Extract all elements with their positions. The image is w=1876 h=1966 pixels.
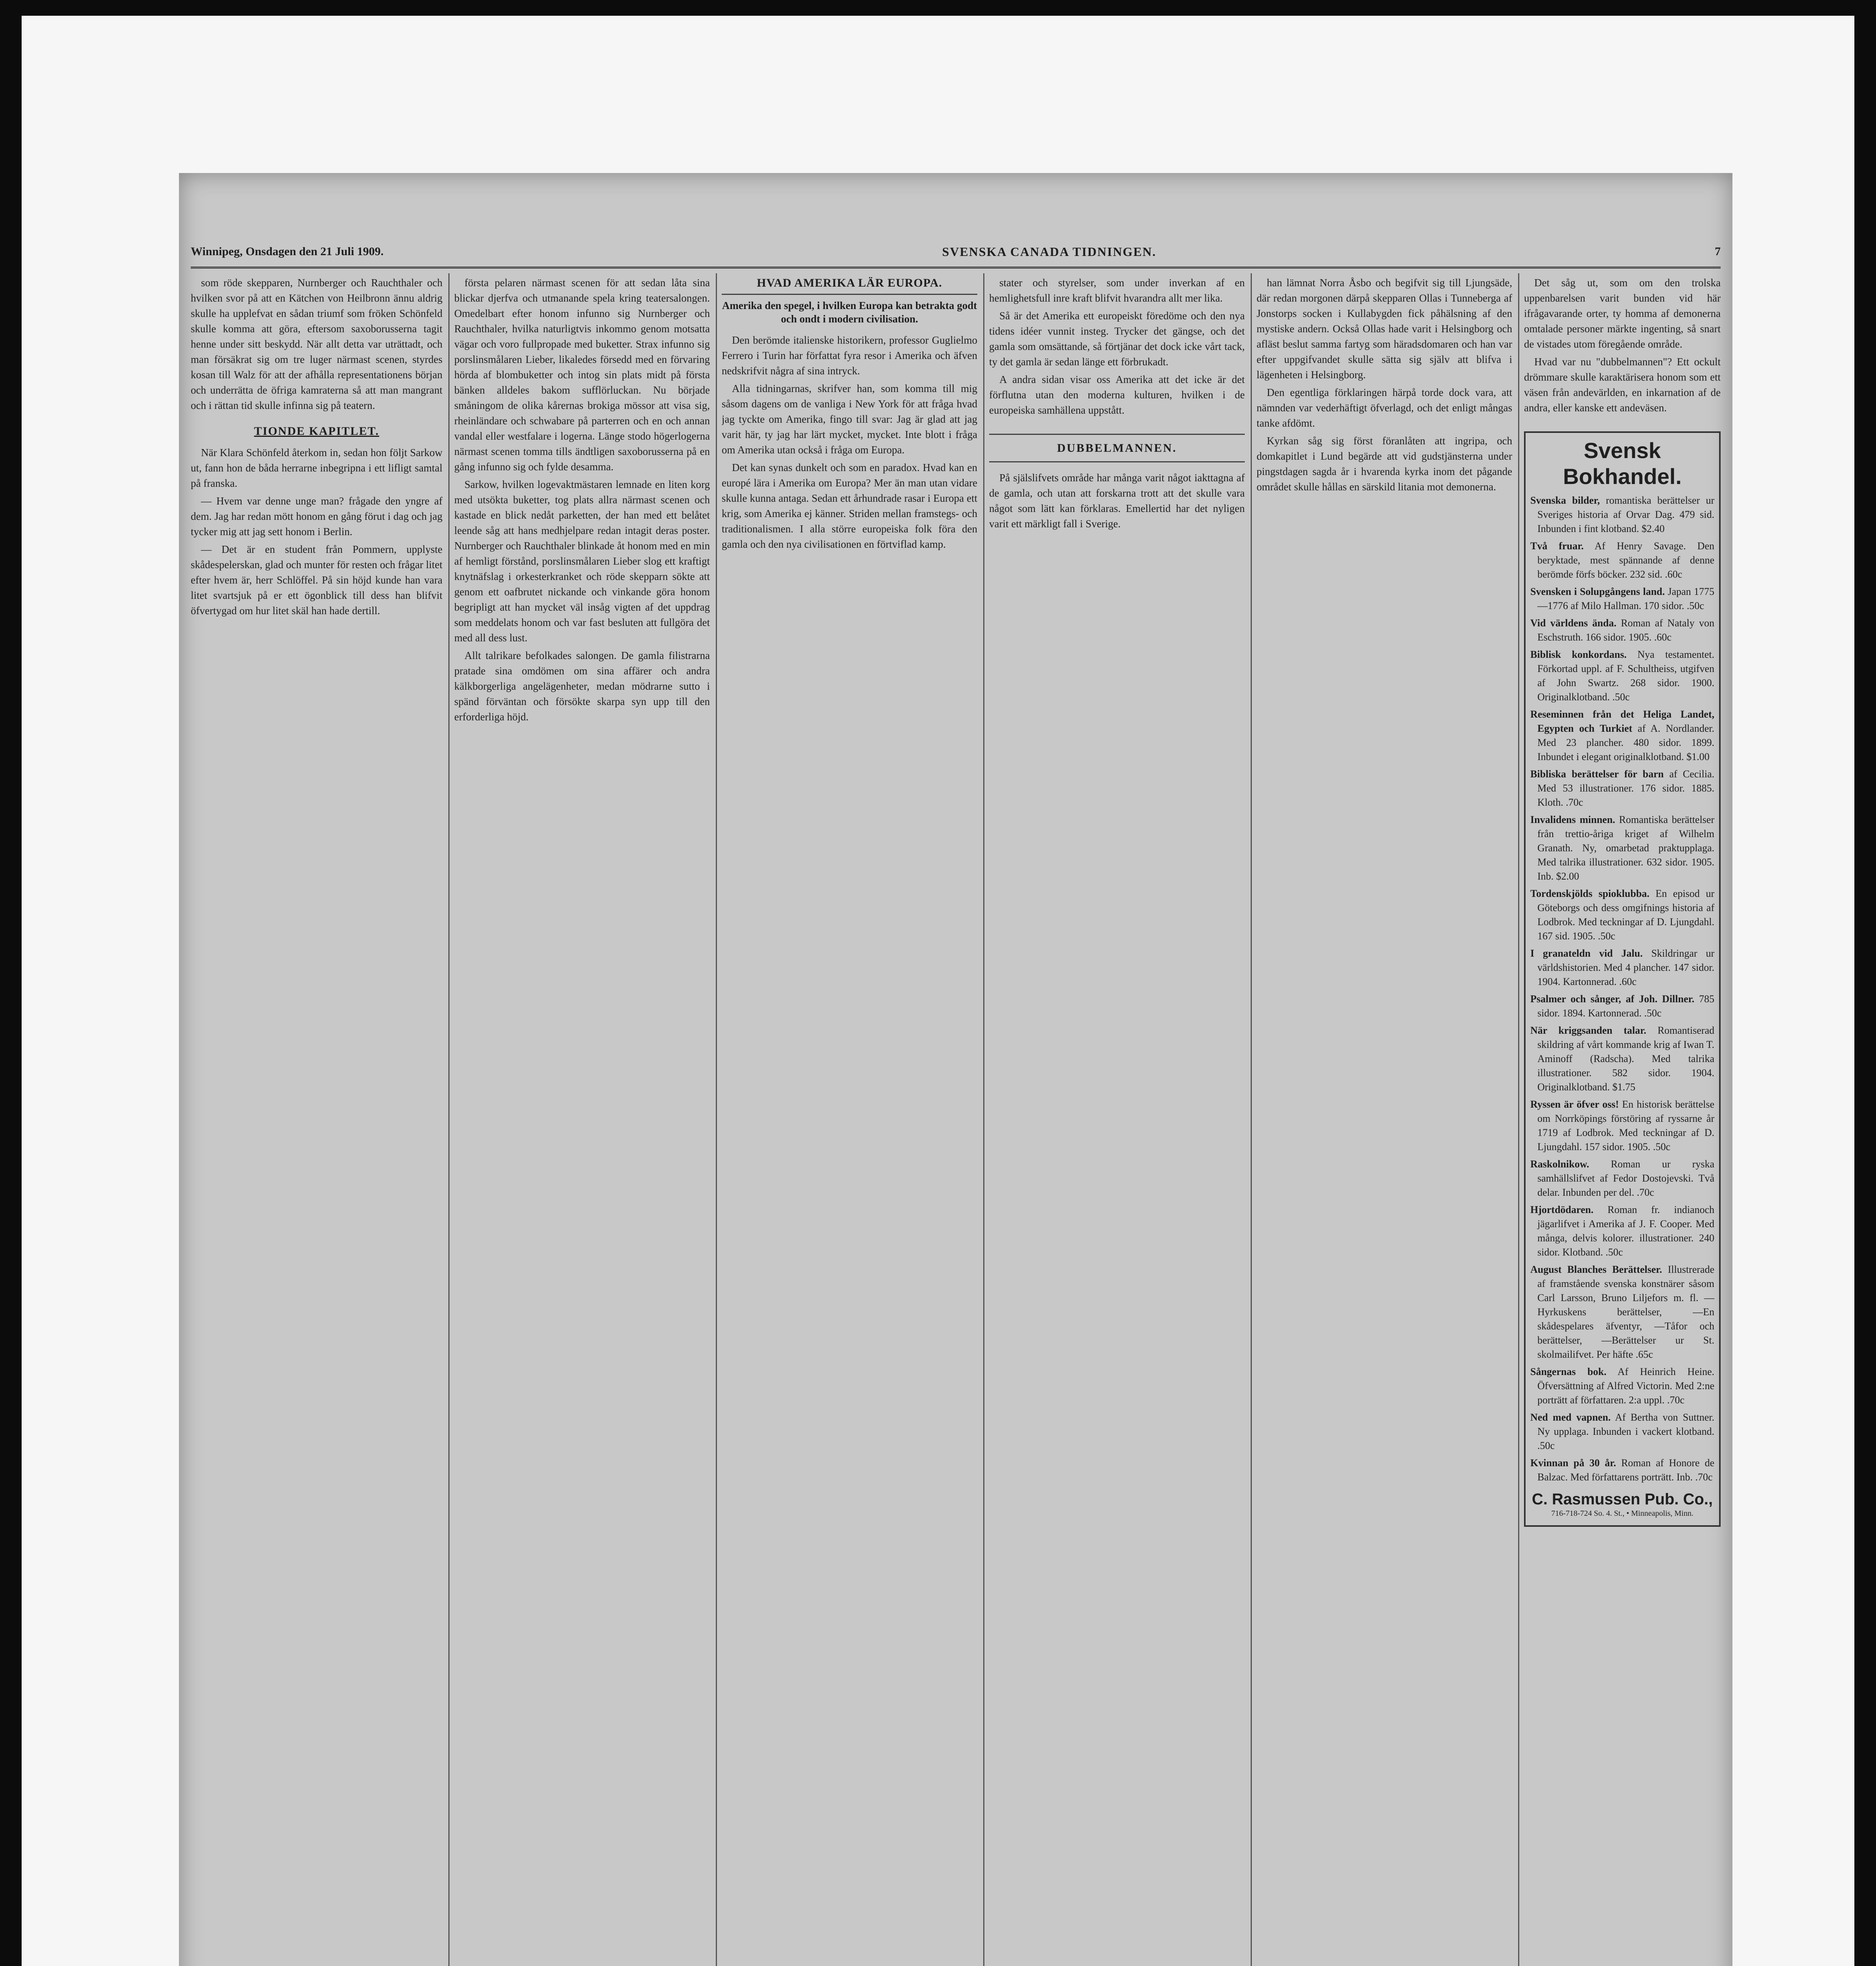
ad-item-desc: Roman ur ryska samhällslifvet af Fedor Dostojevski. Två delar. Inbunden per del. (1537, 1158, 1714, 1198)
ad-item (1530, 887, 1714, 943)
ad-item-name: Svensken i Solupgångens land. (1530, 586, 1665, 597)
ad-item-desc: Af Heinrich Heine. Öfversättning af Alfred Victorin. Med 2:ne porträtt af författaren. 2:a uppl. (1537, 1366, 1714, 1406)
ad-item-desc: Illustrerade af framstående svenska konstnärer såsom Carl Larsson, Bruno Liljefors m. fl. —Hyrkuskens berättelser, —En skådespelares äfventyr, —Tåfor och berättelser, —Berättelser ur St. skolmailifvet. Per häfte (1537, 1264, 1714, 1360)
ad-publisher: C. Rasmussen Pub. Co., (1531, 1491, 1713, 1508)
ad-item-price: .50c (1598, 930, 1615, 942)
column-1-paragraph: När Klara Schönfeld återkom in, sedan hon följt Sarkow ut, fann hon de båda herrarne inbegripna i ett lifligt samtal på franska. (191, 447, 442, 489)
column-2-paragraph: första pelaren närmast scenen för att sedan låta sina blickar djerfva och utmanande spela kring teatersalongen. Omedelbart efter honom infunno sig Nurnberger och Rauchthaler, hvilka naturligtvis inkommo genom motsatta vägar och voro fullpropade med buketter. Strax infunno sig porslinsmålaren Lieber, likaledes försedd med en förvaring hörda af blombuketter och intog sin plats midt på första bänken alldeles bakom sufflörluckan. Nu började småningom de olika kårernas brokiga mössor att visa sig, rheinländare och schwabare på parterren och en och annan vandal eller westfalare i logerna. Länge stodo högerlogerna närmast scenen tomma tills ändtligen saxoborusserna på en gång infunno sig och fylde desamma. (454, 277, 710, 473)
column-3 (722, 275, 977, 1966)
column-2-paragraph: Sarkow, hvilken logevaktmästaren lemnade en liten korg med utsökta buketter, tog plats allra närmast scenen och kastade en blick nedåt parketten, der han med ett belåtet leende såg att hans medhjelpare redan intagit deras poster. Nurnberger och Rauchthaler blinkade åt honom med en min af hemligt förstånd, porslinsmålaren Lieber slog ett kraftigt knytnäfslag i orkesterkranket och röde skepparn sökte att genom ett oafbrutet nickande och vinkande göra honom begripligt att han mycket väl insåg vigten af det uppdrag som meddelats honom och var fast besluten att fullgöra det med all dess lust. (454, 479, 710, 644)
ad-item-desc: Af Bertha von Suttner. Ny upplaga. Inbunden i vackert klotband. (1537, 1412, 1714, 1437)
ad-item-name: Raskolnikow. (1530, 1158, 1589, 1170)
ad-item-name: Vid världens ända. (1530, 617, 1616, 629)
ad-item-price: .50c (1653, 1141, 1670, 1152)
ad-item-name: Ned med vapnen. (1530, 1412, 1611, 1423)
ad-item-desc: En episod ur Göteborgs och dess omgifnings historia af Lodbrok. Med teckningar af D. Ljungdahl. 167 sid. 1905. (1537, 888, 1715, 942)
ad-item (1530, 992, 1714, 1020)
paper-name: SVENSKA CANADA TIDNINGEN. (942, 244, 1157, 259)
ad-item-desc: Skildringar ur världshistorien. Med 4 plancher. 147 sidor. 1904. Kartonnerad. (1537, 948, 1715, 987)
column-5-paragraph: Den egentliga förklaringen härpå torde dock vara, att nämnden var vederhäftigt öfverlagd, och det enligt mångas tanke afdömt. (1257, 387, 1512, 429)
bookstore-advertisement (1524, 431, 1721, 1527)
column-1-paragraph: — Det är en student från Pommern, upplyste skådespelerskan, glad och munter för resten och frågar litet efter hvem är, herr Schlöffel. På sin höjd kunde han vara litet svartsjuk på er ett ögonblick till dess han blifvit öfvertygad om hur litet skäl han hade dertill. (191, 543, 442, 617)
ad-item (1530, 1263, 1714, 1362)
ad-address: 716-718-724 So. 4. St., • Minneapolis, Minn. (1551, 1509, 1694, 1518)
ad-item (1530, 707, 1714, 764)
ad-item-name: August Blanches Berättelser. (1530, 1264, 1662, 1275)
column-divider (1251, 273, 1252, 1966)
column-divider (448, 273, 450, 1966)
column-4-paragraph: På själslifvets område har många varit något iakttagna af de gamla, och utan att forskarna trott att det skulle vara något som lätt kan förklaras. Emellertid har det nyligen varit ett märkligt fall i Sverige. (989, 472, 1245, 530)
article-title: HVAD AMERIKA LÄR EUROPA. (722, 275, 977, 295)
column-6-paragraph: Det såg ut, som om den trolska uppenbarelsen varit bunden vid här ifrågavarande orter, ty homma af demonerna omtalade personer märkte ingenting, så snart de vistades utom föregående område. (1524, 277, 1721, 350)
ad-item (1530, 1097, 1714, 1154)
ad-item-name: När kriggsanden talar. (1530, 1025, 1646, 1036)
column-6-paragraph: Hvad var nu "dubbelmannen"? Ett ockult drömmare skulle karaktärisera honom som ett väsen från andevärlden, en inkarnation af de andra, eller kanske ett andeväsen. (1524, 356, 1721, 414)
ad-item-name: Sångernas bok. (1530, 1366, 1607, 1377)
ad-item-name: Ryssen är öfver oss! (1530, 1099, 1619, 1110)
ad-item-desc: romantiska berättelser ur Sveriges historia af Orvar Dag. 479 sid. Inbunden i fint klotband. (1537, 495, 1714, 534)
ad-item-name: Biblisk konkordans. (1530, 649, 1627, 660)
ad-item-price: .60c (1619, 976, 1636, 987)
ad-item-desc: 785 sidor. 1894. Kartonnerad. (1537, 993, 1715, 1019)
ad-item (1530, 616, 1714, 644)
ad-item-name: Invalidens minnen. (1530, 814, 1615, 825)
ad-item-name: Tordenskjölds spioklubba. (1530, 888, 1649, 899)
ad-item-price: $1.75 (1612, 1081, 1636, 1093)
column-4-paragraph: stater och styrelser, som under inverkan af en hemlighetsfull inre kraft blifvit hvarandra allt mer lika. (989, 277, 1245, 304)
ad-item-price: .50c (1537, 1440, 1555, 1451)
ad-item (1530, 813, 1714, 884)
ad-item-name: Reseminnen från det Heliga Landet, Egypten och Turkiet (1530, 709, 1714, 734)
ad-item (1530, 1365, 1714, 1407)
ad-item (1530, 539, 1714, 582)
ad-item (1530, 648, 1714, 704)
ad-item-price: $2.00 (1556, 871, 1579, 882)
ad-item-desc: af Cecilia. Med 53 illustrationer. 176 sidor. 1885. Kloth. (1537, 768, 1714, 808)
ad-item-price: $2.40 (1642, 523, 1665, 534)
ad-item-price: .70c (1566, 797, 1583, 808)
date-line: Winnipeg, Onsdagen den 21 Juli 1909. (191, 245, 384, 258)
column-divider (983, 273, 984, 1966)
article-title-dubbelmannen: DUBBELMANNEN. (989, 434, 1245, 462)
ad-item-price: .50c (1686, 600, 1704, 611)
newspaper-page (179, 173, 1732, 1966)
ad-item-name: Svenska bilder, (1530, 495, 1600, 506)
column-5 (1257, 275, 1512, 1966)
article-deck: Amerika den spegel, i hvilken Europa kan betrakta godt och ondt i modern civilisation. (722, 300, 977, 325)
ad-item-desc: Roman fr. indianoch jägarlifvet i Amerika af J. F. Cooper. Med många, delvis kolorer. illustrationer. 240 sidor. Klotband. (1537, 1204, 1715, 1258)
ad-item (1530, 1410, 1714, 1453)
ad-item-price: .60c (1654, 631, 1671, 643)
column-divider (716, 273, 717, 1966)
ad-item (1530, 493, 1714, 536)
column-1-paragraph: — Hvem var denne unge man? frågade den yngre af dem. Jag har redan mött honom en gång förut i dag och jag tycker mig att jag sett honom i Berlin. (191, 495, 442, 538)
ad-item (1530, 767, 1714, 810)
ad-item-desc: Romantiska berättelser från trettio-åriga kriget af Wilhelm Granath. Ny, omarbetad praktupplaga. Med talrika illustrationer. 632 sidor. 1905. Inb. (1537, 814, 1715, 882)
ad-item-name: I granateldn vid Jalu. (1530, 948, 1643, 959)
ad-item (1530, 1456, 1714, 1484)
ad-item (1530, 1023, 1714, 1094)
ad-item-desc: af A. Nordlander. Med 23 plancher. 480 sidor. 1899. Inbundet i elegant originalklotband. (1537, 723, 1714, 762)
ad-item-price: .60c (1665, 569, 1683, 580)
column-4-paragraph: Så är det Amerika ett europeiskt föredöme och den nya tidens idéer vunnit insteg. Trycker det gängse, och det gamla som omsättande, så förtjänar det dock icke vårt tack, ty det gamla är sedan länge ett förbrukadt. (989, 310, 1245, 368)
ad-item-desc: Roman af Nataly von Eschstruth. 166 sidor. 1905. (1537, 617, 1714, 643)
ad-item-name: Hjortdödaren. (1530, 1204, 1594, 1215)
ad-item-price: $1.00 (1686, 751, 1710, 762)
ad-item (1530, 946, 1714, 989)
column-5-paragraph: Kyrkan såg sig först föranlåten att ingripa, och domkapitlet i Lund begärde att vid gudstjänsterna under pingstdagen sagda år i hvarenda kyrka inom det pågande området skulle hållas en särskild litania mot demonerna. (1257, 435, 1512, 493)
column-5-paragraph: han lämnat Norra Åsbo och begifvit sig till Ljungsäde, där redan morgonen därpå skepparen Ollas i Tunneberga af Jonstorps socken i Kullabygden fick påhälsning af den mystiske andern. Också Ollas hade varit i Helsingborg och afläst beslut samma fartyg som häradsdomaren och han var efter uppgifvandet skulle sätta sig själv att blifva i lägenheten i Helsingborg. (1257, 277, 1512, 381)
ad-item-desc: Af Henry Savage. Den beryktade, mest spännande af denne berömde förfs böcker. 232 sid. (1537, 540, 1714, 580)
ad-item-price: .50c (1605, 1246, 1623, 1258)
ad-item-desc: En historisk berättelse om Norrköpings förstöring af ryssarne år 1719 af Lodbrok. Med teckningar af D. Ljungdahl. 157 sidor. 1905. (1537, 1099, 1714, 1152)
ad-item-desc: Roman af Honore de Balzac. Med författarens porträtt. Inb. (1537, 1457, 1714, 1483)
column-3-paragraph: Alla tidningarnas, skrifver han, som komma till mig såsom dagens om de vanliga i New York för att fråga hvad jag tyckte om Amerika, fingo till svar: Jag är glad att jag varit här, ty jag har lärt mycket, mycket. Inte blott i fråga om Amerika utan också i fråga om Europa. (722, 383, 977, 456)
column-1-paragraph: som röde skepparen, Nurnberger och Rauchthaler och hvilken svor på att en Kätchen von Heilbronn ännu aldrig skulle ha upplefvat en sådan triumf som fröken Schönfeld skulle komma att göra, eftersom saxoborusserna tagit henne under sitt beskydd. När allt detta var uträttadt, och man försäkrat sig om tre luger närmast scenen, styrdes kosan till Walz för att der afhålla representationens början och underrätta de öfriga kamraterna så att man mangrant och i rättan tid skulle infinna sig på teatern. (191, 277, 442, 411)
ad-item-desc: Nya testamentet. Förkortad uppl. af F. Schultheiss, utgifven af John Swartz. 268 sidor. 1900. Originalklotband. (1537, 649, 1714, 703)
chapter-heading: TIONDE KAPITLET. (254, 425, 380, 438)
ad-item-desc: Romantiserad skildring af vårt kommande krig af Iwan T. Aminoff (Radscha). Med talrika illustrationer. 582 sidor. 1904. Originalklotband. (1537, 1025, 1714, 1093)
column-2 (454, 275, 710, 1966)
ad-item-price: .50c (1644, 1007, 1662, 1019)
ad-item (1530, 585, 1714, 613)
ad-item-name: Psalmer och sånger, af Joh. Dillner. (1530, 993, 1695, 1005)
ad-item-price: .70c (1636, 1187, 1654, 1198)
column-divider (1518, 273, 1519, 1966)
ad-item-price: .65c (1635, 1349, 1653, 1360)
column-6 (1524, 275, 1721, 1966)
column-2-paragraph: Allt talrikare befolkades salongen. De gamla filistrarna pratade sina omdömen om sina affärer och andra kälkborgerliga angelägenheter, medan mödrarne sutto i spänd förväntan och försökte skarpa syn upp till den erforderliga höjd. (454, 650, 710, 723)
ad-item-price: .70c (1695, 1471, 1713, 1483)
column-4 (989, 275, 1245, 1966)
page-number: 7 (1714, 245, 1721, 258)
ad-item-desc: Japan 1775—1776 af Milo Hallman. 170 sidor. (1537, 586, 1714, 611)
ad-item (1530, 1203, 1714, 1259)
ad-item-price: .70c (1667, 1394, 1684, 1406)
masthead-rule (191, 267, 1721, 269)
column-1 (191, 275, 442, 1966)
masthead (191, 240, 1721, 263)
ad-item-name: Kvinnan på 30 år. (1530, 1457, 1616, 1469)
column-4-paragraph: A andra sidan visar oss Amerika att det icke är det förflutna utan den moderna kulturen, hvilken i de europeiska samhällena uppstått. (989, 374, 1245, 416)
ad-item (1530, 1157, 1714, 1200)
ad-item-name: Bibliska berättelser för barn (1530, 768, 1664, 780)
column-3-paragraph: Den berömde italienske historikern, professor Guglielmo Ferrero i Turin har författat fyra resor i Amerika och äfven nedskrifvit några af sina intryck. (722, 334, 977, 377)
column-3-paragraph: Det kan synas dunkelt och som en paradox. Hvad kan en europé lära i Amerika om Europa? Mer än man utan vidare skulle kunna antaga. Sedan ett århundrade rasar i Europa ett krig, som Amerika ej känner. Striden mellan framstegs- och traditionalismen. I alla större europeiska folk föra den gamla och den nya civilisationen en förtviflad kamp. (722, 462, 977, 550)
ad-item-price: .50c (1612, 691, 1630, 703)
ad-item-name: Två fruar. (1530, 540, 1584, 552)
ad-item-list (1530, 493, 1714, 1484)
ad-title: Svensk Bokhandel. (1563, 438, 1682, 489)
